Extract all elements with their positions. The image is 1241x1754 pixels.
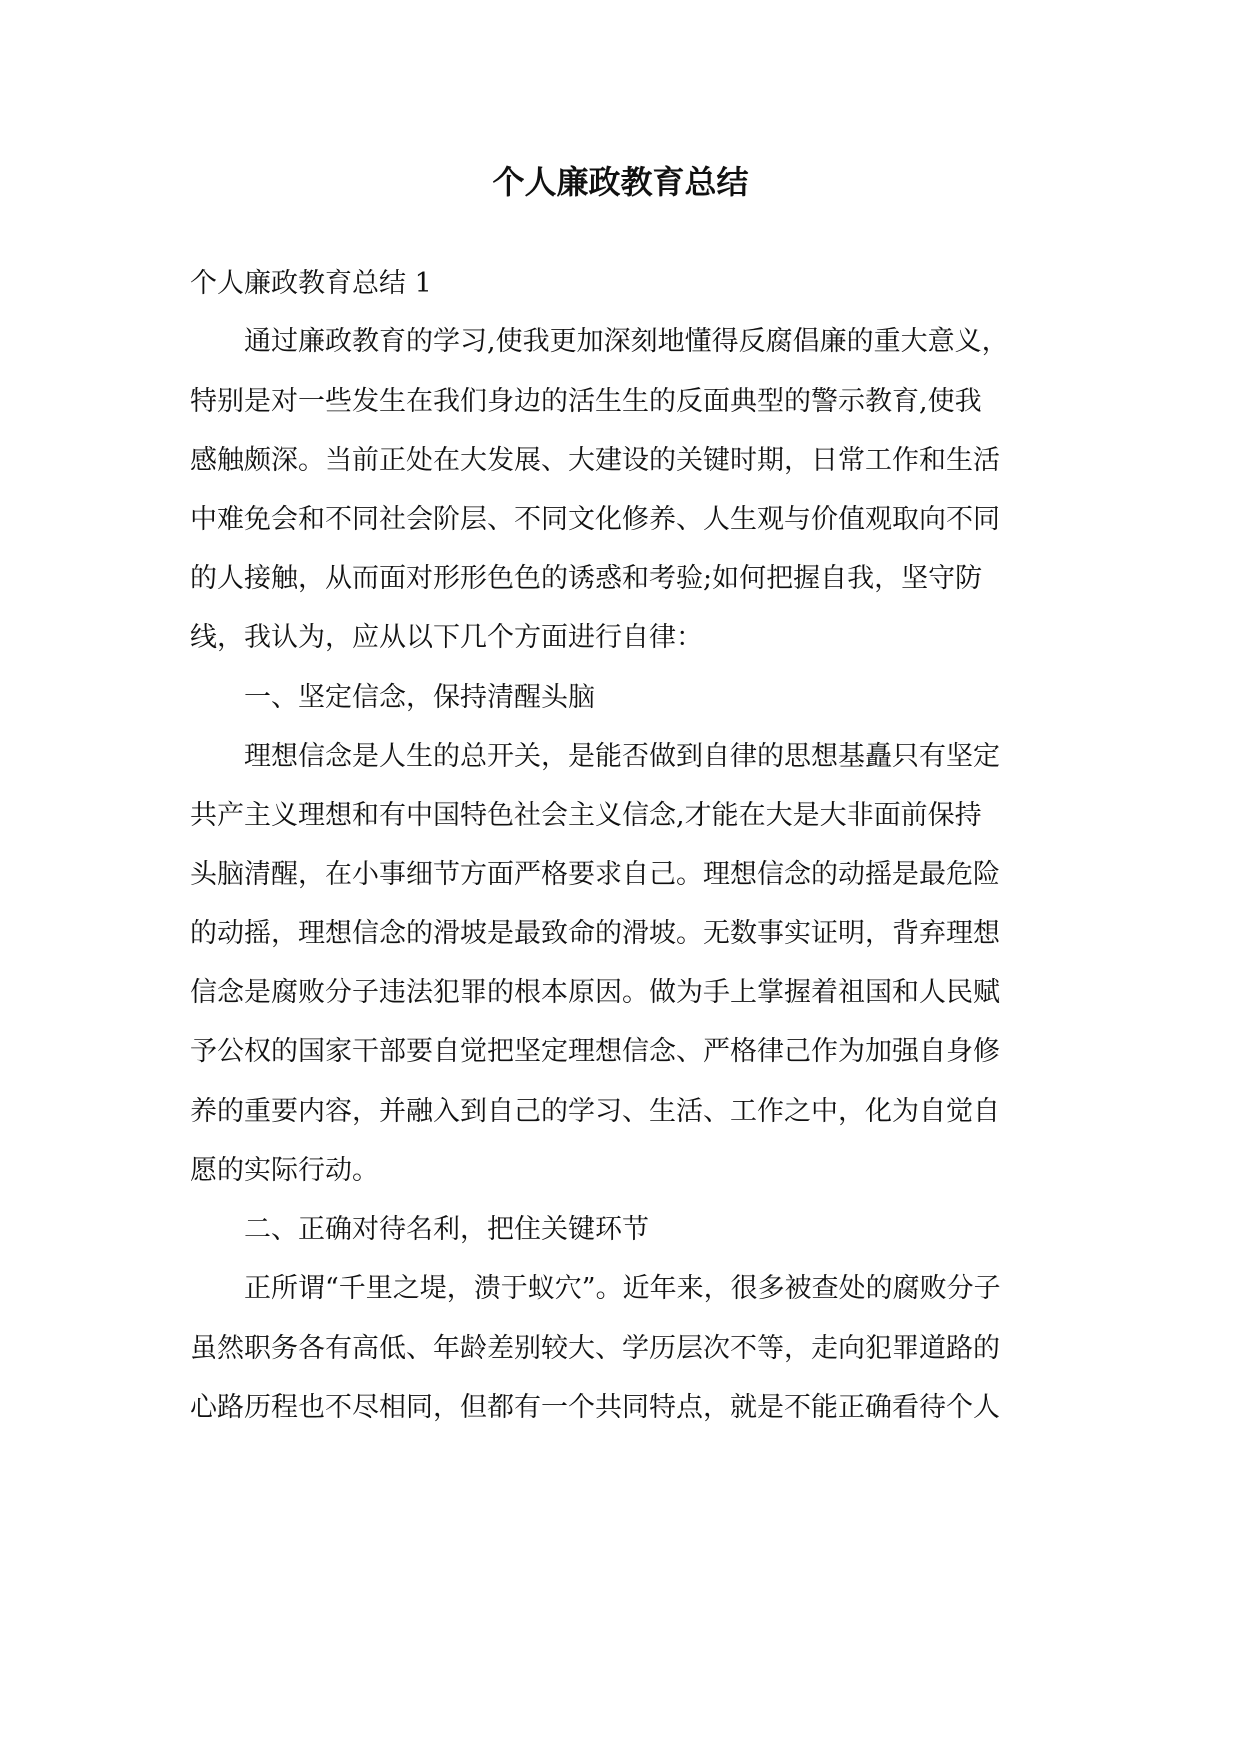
body-line: 通过廉政教育的学习,使我更加深刻地懂得反腐倡廉的重大意义，	[190, 326, 1009, 357]
body-line: 养的重要内容，并融入到自己的学习、生活、工作之中，化为自觉自	[190, 1096, 1000, 1127]
document-title: 个人廉政教育总结	[492, 163, 749, 201]
body-line: 理想信念是人生的总开关，是能否做到自律的思想基矗只有坚定	[190, 741, 1000, 772]
body-line: 共产主义理想和有中国特色社会主义信念,才能在大是大非面前保持	[190, 800, 982, 831]
body-line: 的人接触，从而面对形形色色的诱惑和考验;如何把握自我，坚守防	[190, 563, 983, 594]
section-heading: 个人廉政教育总结 1	[190, 268, 432, 299]
subheading: 一、坚定信念，保持清醒头脑	[190, 682, 595, 713]
body-line: 愿的实际行动。	[190, 1155, 379, 1186]
body-line: 正所谓“千里之堤，溃于蚁穴”。近年来，很多被查处的腐败分子	[190, 1273, 1001, 1304]
body-line: 的动摇，理想信念的滑坡是最致命的滑坡。无数事实证明，背弃理想	[190, 918, 1000, 949]
body-line: 予公权的国家干部要自觉把坚定理想信念、严格律己作为加强自身修	[190, 1036, 1000, 1067]
subheading: 二、正确对待名利，把住关键环节	[190, 1214, 649, 1245]
body-line: 心路历程也不尽相同，但都有一个共同特点，就是不能正确看待个人	[190, 1392, 1000, 1423]
body-line: 线，我认为，应从以下几个方面进行自律：	[190, 622, 703, 653]
body-line: 感触颇深。当前正处在大发展、大建设的关键时期，日常工作和生活	[190, 445, 1000, 476]
body-line: 头脑清醒，在小事细节方面严格要求自己。理想信念的动摇是最危险	[190, 859, 1000, 890]
body-line: 特别是对一些发生在我们身边的活生生的反面典型的警示教育,使我	[190, 386, 982, 417]
body-line: 信念是腐败分子违法犯罪的根本原因。做为手上掌握着祖国和人民赋	[190, 977, 1000, 1008]
body-line: 虽然职务各有高低、年龄差别较大、学历层次不等，走向犯罪道路的	[190, 1333, 1000, 1364]
body-line: 中难免会和不同社会阶层、不同文化修养、人生观与价值观取向不同	[190, 504, 1000, 535]
